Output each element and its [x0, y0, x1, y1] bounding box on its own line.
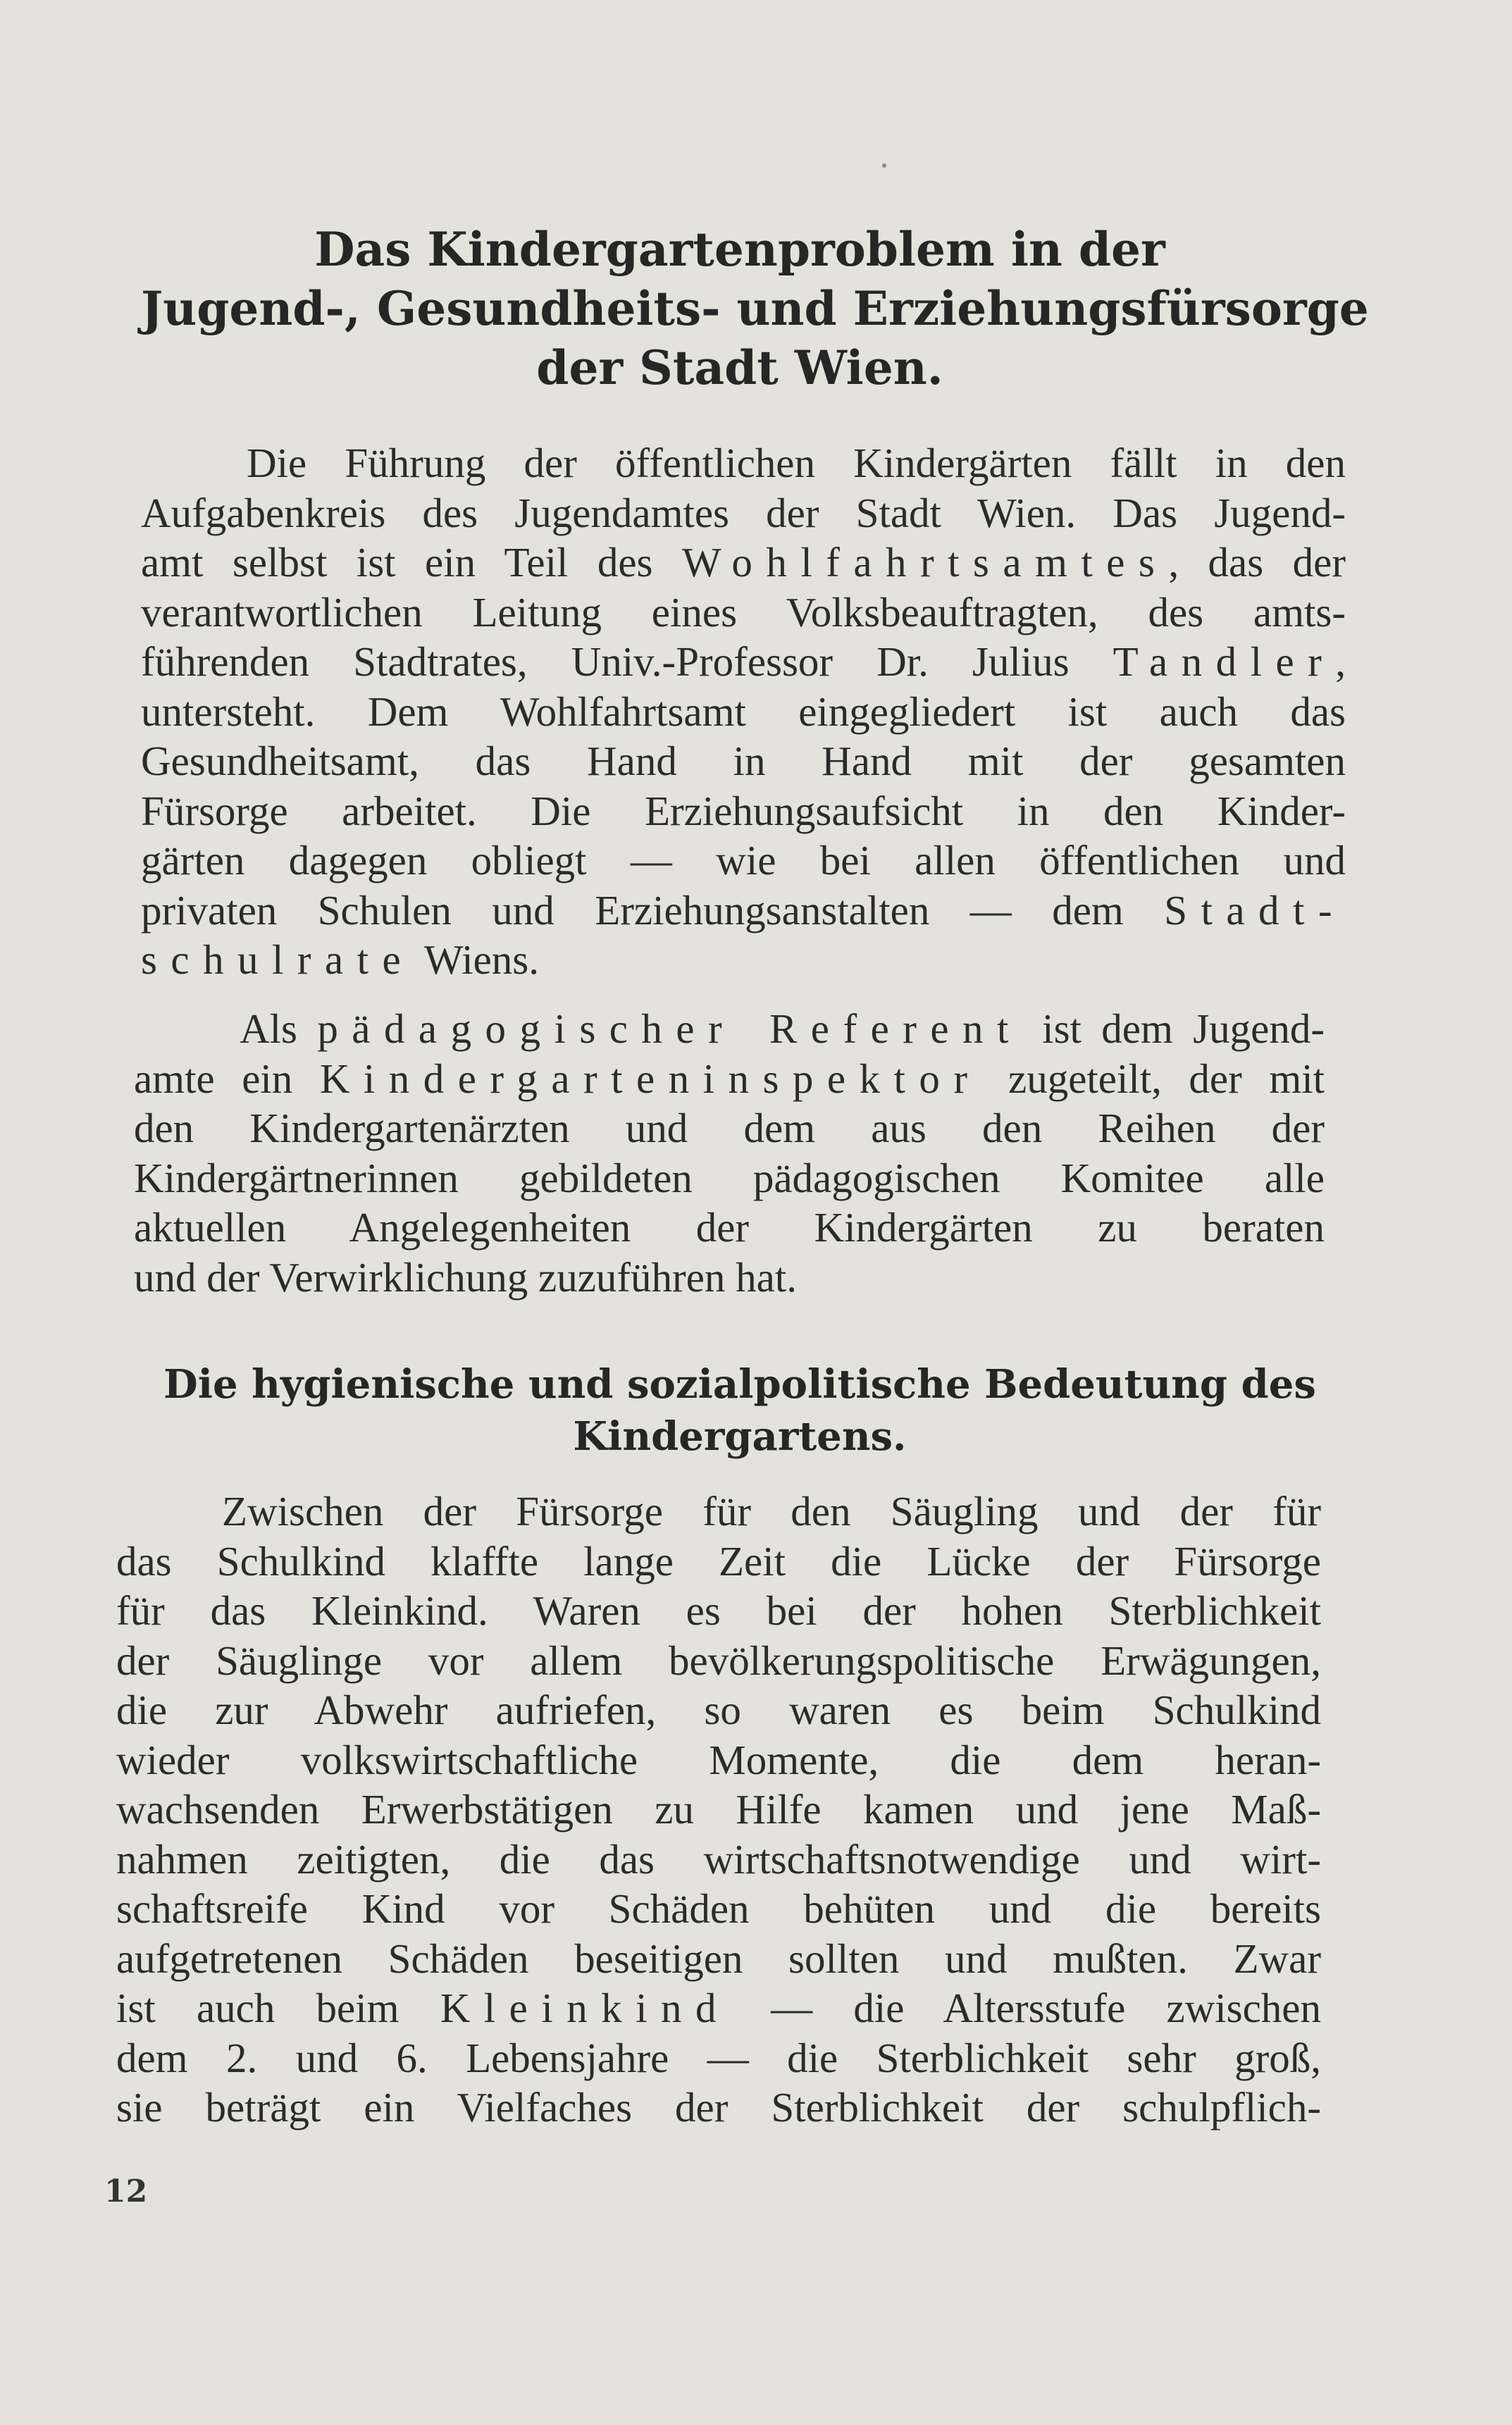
text-line [116, 1735, 1321, 1785]
text-line [134, 1153, 1325, 1203]
text-line [116, 1537, 1321, 1586]
title-line: Jugend-, Gesundheits- und Erziehungsfürsorge [141, 281, 1369, 336]
text-line [134, 1054, 1325, 1103]
text-line [141, 687, 1346, 736]
spaced-emphasis: schulrate [141, 936, 415, 983]
text-line [141, 786, 1346, 836]
text-segment: Aufgabenkreis des Jugendamtes der Stadt Wien. Das Jugend- [141, 489, 1346, 536]
text-segment: — die Altersstufe zwischen [729, 1985, 1321, 2031]
text-segment: Gesundheitsamt, das Hand in Hand mit der gesamten [141, 738, 1346, 784]
text-segment: , [1335, 638, 1346, 685]
text-segment: amte ein [134, 1055, 320, 1102]
text-segment: den Kindergartenärzten und dem aus den Reihen der [134, 1105, 1325, 1151]
text-segment: wachsenden Erwerbstätigen zu Hilfe kamen und jene Maß- [116, 1786, 1321, 1832]
text-segment: gärten dagegen obliegt — wie bei allen öffentlichen und [141, 837, 1346, 883]
text-segment: führenden Stadtrates, Univ.-Professor Dr. Julius [141, 638, 1113, 685]
text-line [141, 886, 1346, 935]
spaced-emphasis: Stadt- [1164, 886, 1346, 934]
text-line [222, 1487, 1321, 1536]
text-segment: das Schulkind klaffte lange Zeit die Lücke der Fürsorge [116, 1537, 1321, 1584]
text-line [116, 1983, 1321, 2033]
text-line [116, 2083, 1321, 2132]
text-segment: aufgetretenen Schäden beseitigen sollten und mußten. Zwar [116, 1935, 1321, 1982]
text-segment: schaftsreife Kind vor Schäden behüten und die bereits [116, 1885, 1321, 1932]
spaced-emphasis: Kindergarteninspektor [319, 1055, 981, 1102]
spaced-emphasis: Wohlfahrtsamtes [681, 539, 1169, 585]
text-line [116, 1785, 1321, 1834]
text-line [141, 588, 1346, 637]
text-line [116, 1636, 1321, 1685]
text-segment: aktuellen Angelegenheiten der Kindergärten zu beraten [134, 1204, 1325, 1251]
print-speck [882, 163, 886, 168]
text-line [116, 1884, 1321, 1933]
text-line [240, 1004, 1325, 1053]
text-line [134, 1253, 1325, 1302]
text-line [116, 1586, 1321, 1635]
text-segment: Zwischen der Fürsorge für den Säugling und der für [222, 1488, 1321, 1534]
chapter-title [141, 220, 1369, 397]
text-line [247, 438, 1346, 488]
text-segment: verantwortlichen Leitung eines Volksbeauftragten, des amts- [141, 588, 1346, 635]
spaced-emphasis: pädagogischer Referent [317, 1005, 1022, 1052]
text-segment: , das der [1168, 539, 1346, 585]
text-line [116, 1934, 1321, 1983]
title-line: der Stadt Wien. [536, 340, 943, 395]
text-line [141, 836, 1346, 885]
text-segment: für das Kleinkind. Waren es bei der hohen Sterblichkeit [116, 1587, 1321, 1634]
text-line [141, 538, 1346, 587]
text-line [116, 2033, 1321, 2083]
text-line [134, 1203, 1325, 1252]
text-line [141, 935, 1346, 984]
text-line [116, 1835, 1321, 1884]
text-segment: wieder volkswirtschaftliche Momente, die dem heran- [116, 1736, 1321, 1783]
text-segment: Kindergärtnerinnen gebildeten pädagogischen Komitee alle [134, 1154, 1325, 1201]
text-segment: zugeteilt, der mit [981, 1055, 1325, 1102]
text-segment: ist auch beim [116, 1985, 440, 2031]
text-line [141, 637, 1346, 686]
text-segment: sie beträgt ein Vielfaches der Sterblichkeit der schulpflich- [116, 2084, 1321, 2131]
text-line [141, 736, 1346, 786]
text-segment: amt selbst ist ein Teil des [141, 539, 682, 585]
text-segment: die zur Abwehr aufriefen, so waren es beim Schulkind [116, 1687, 1321, 1733]
text-segment: privaten Schulen und Erziehungsanstalten — dem [141, 886, 1165, 934]
text-line [116, 1685, 1321, 1735]
section-subtitle [155, 1358, 1325, 1463]
spaced-emphasis: Kleinkind [440, 1985, 730, 2031]
text-segment: dem 2. und 6. Lebensjahre — die Sterblichkeit sehr groß, [116, 2034, 1321, 2081]
page-number: 12 [104, 2173, 148, 2209]
text-segment: Fürsorge arbeitet. Die Erziehungsaufsicht in den Kinder- [141, 787, 1346, 834]
text-segment: Die Führung der öffentlichen Kindergärten fällt in den [247, 440, 1346, 486]
text-segment: untersteht. Dem Wohlfahrtsamt eingegliedert ist auch das [141, 688, 1346, 735]
subtitle-line: Kindergartens. [573, 1413, 907, 1460]
text-segment: Als [240, 1005, 318, 1052]
spaced-emphasis: Tandler [1113, 638, 1336, 685]
text-segment: der Säuglinge vor allem bevölkerungspolitische Erwägungen, [116, 1637, 1321, 1684]
text-segment: Wiens. [414, 936, 539, 983]
text-segment: ist dem Jugend- [1022, 1005, 1325, 1052]
text-line [141, 488, 1346, 538]
text-segment: nahmen zeitigten, die das wirtschaftsnotwendige und wirt- [116, 1835, 1321, 1883]
text-line [134, 1103, 1325, 1153]
text-segment: und der Verwirklichung zuzuführen hat. [134, 1253, 797, 1301]
title-line: Das Kindergartenproblem in der [314, 222, 1165, 277]
subtitle-line: Die hygienische und sozialpolitische Bedeutung des [163, 1361, 1316, 1408]
